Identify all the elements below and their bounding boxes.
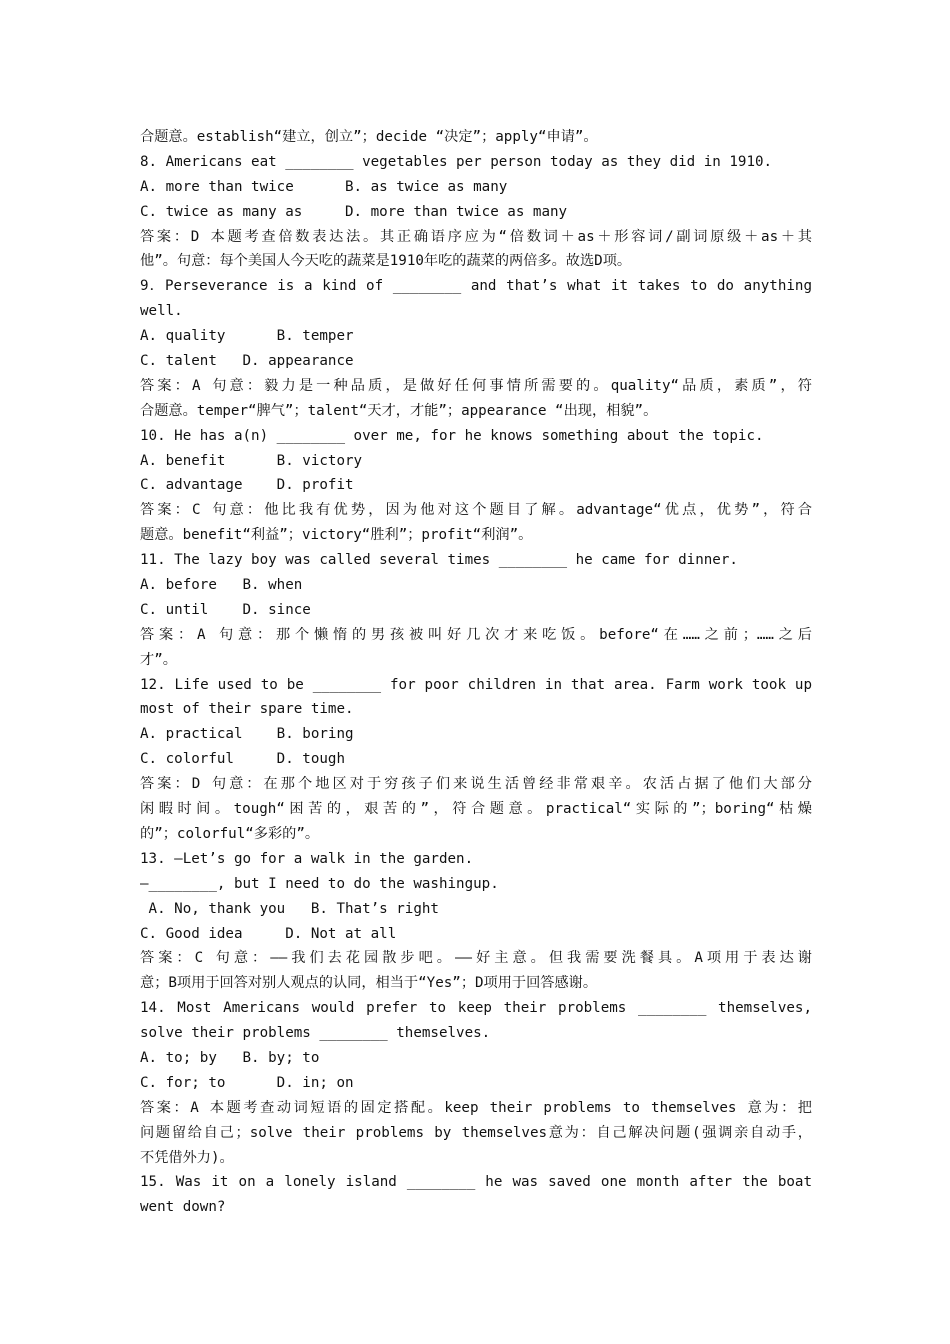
text-line: A. benefit B. victory [140, 452, 363, 469]
text-line: 合题意。establish“建立，创立”；decide “决定”；apply“申请”。 [140, 129, 598, 145]
text-line: 意；B项用于回答对别人观点的认同，相当于“Yes”；D项用于回答感谢。 [140, 975, 598, 992]
text-line: 闲暇时间。tough“困苦的，艰苦的”，符合题意。practical“实际的”；boring“枯燥 [140, 801, 812, 818]
text-line: 12. Life used to be ________ for poor children in that area. Farm work took up [140, 676, 812, 693]
text-line: 问题留给自己；solve their problems by themselves意为：自己解决问题(强调亲自动手， [140, 1124, 812, 1141]
text-line: 9．Perseverance is a kind of ________ and that’s what it takes to do anything [140, 278, 812, 295]
text-line: 11. The lazy boy was called several times ________ he came for dinner. [140, 552, 738, 569]
text-line: 的”；colorful“多彩的”。 [140, 825, 320, 842]
text-line: —________, but I need to do the washingup. [140, 875, 499, 892]
text-line: C. talent D. appearance [140, 353, 354, 370]
text-line: 题意。benefit“利益”；victory“胜利”；profit“利润”。 [140, 527, 533, 544]
text-line: 14. Most Americans would prefer to keep their problems ________ themselves, [140, 1000, 812, 1017]
text-line: 不凭借外力)。 [140, 1149, 234, 1166]
text-line: A. quality B. temper [140, 328, 354, 345]
text-line: C. Good idea D. Not at all [140, 925, 397, 942]
text-line: 15. Was it on a lonely island ________ he was saved one month after the boat [140, 1174, 812, 1191]
text-line: C. advantage D. profit [140, 477, 354, 494]
text-line: solve their problems ________ themselves. [140, 1025, 491, 1042]
text-line: 才”。 [140, 651, 177, 668]
text-line: C. twice as many as D. more than twice as many [140, 203, 568, 220]
text-line: 答案：C 句意：他比我有优势，因为他对这个题目了解。advantage“优点，优势”，符合 [140, 502, 812, 519]
text-line: 答案：D 本题考查倍数表达法。其正确语序应为“倍数词＋as＋形容词/副词原级＋as＋其 [140, 228, 812, 245]
text-line: 13. —Let’s go for a walk in the garden. [140, 850, 474, 867]
text-line: A. to; by B. by; to [140, 1049, 320, 1066]
text-line: 10. He has a(n) ________ over me, for he knows something about the topic. [140, 427, 764, 444]
text-line: C. for; to D. in; on [140, 1074, 354, 1091]
text-line: A. practical B. boring [140, 726, 354, 743]
text-line: 答案：C 句意：——我们去花园散步吧。——好主意。但我需要洗餐具。A项用于表达谢 [140, 950, 812, 967]
document-page [140, 125, 812, 1220]
text-line: C. colorful D. tough [140, 751, 345, 768]
text-line: A. No, thank you B. That’s right [140, 900, 439, 917]
text-line: most of their spare time. [140, 701, 354, 718]
text-line: 合题意。temper“脾气”；talent“天才，才能”；appearance “出现，相貌”。 [140, 402, 658, 419]
text-line: 答案：A 句意：毅力是一种品质，是做好任何事情所需要的。quality“品质，素质”，符 [140, 377, 812, 394]
text-line: C. until D. since [140, 601, 311, 618]
text-line: A. before B. when [140, 577, 303, 594]
text-line: went down? [140, 1199, 226, 1216]
text-line: 8. Americans eat ________ vegetables per person today as they did in 1910. [140, 153, 773, 170]
text-line: 答案：A 句意：那个懒惰的男孩被叫好几次才来吃饭。before“在……之前；……之后 [140, 626, 812, 643]
text-line: A. more than twice B. as twice as many [140, 178, 508, 195]
text-line: 答案：A 本题考查动词短语的固定搭配。keep their problems to themselves 意为：把 [140, 1099, 812, 1116]
text-line: well. [140, 303, 183, 320]
text-line: 他”。句意：每个美国人今天吃的蔬菜是1910年吃的蔬菜的两倍多。故选D项。 [140, 253, 632, 270]
text-line: 答案：D 句意：在那个地区对于穷孩子们来说生活曾经非常艰辛。农活占据了他们大部分 [140, 776, 812, 793]
